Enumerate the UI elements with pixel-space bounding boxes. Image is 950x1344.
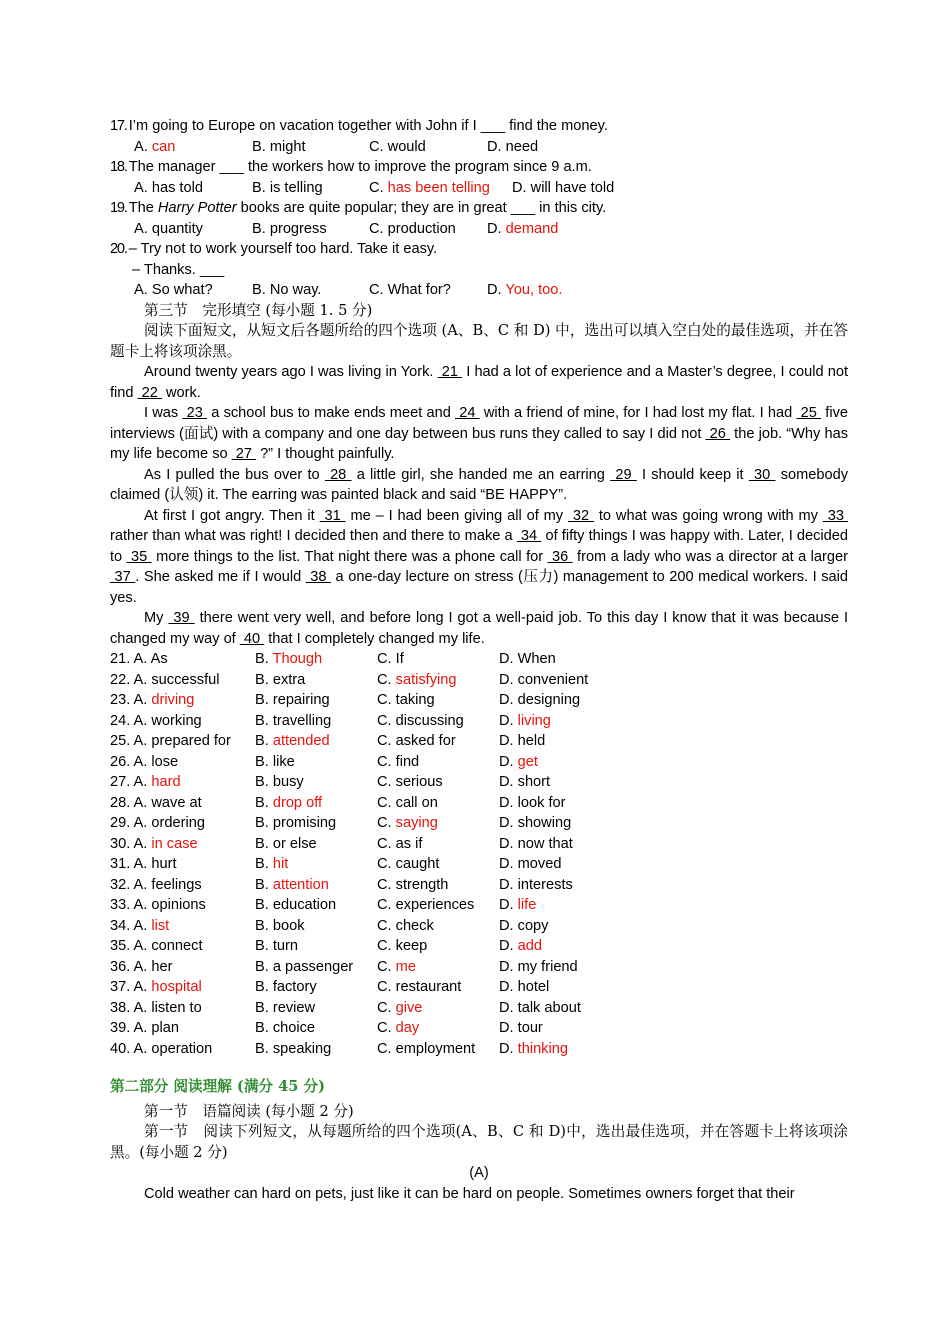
cloze-row xyxy=(110,670,848,691)
cloze-blank: 33 xyxy=(822,507,849,524)
exam-page xyxy=(110,116,848,1204)
cloze-option-b: B. travelling xyxy=(255,712,332,729)
cloze-blank: 28 xyxy=(324,466,352,483)
cloze-option-a: 28. A. wave at xyxy=(110,794,202,811)
cloze-option-d: D. interests xyxy=(499,876,573,893)
answer-highlight: hospital xyxy=(151,979,202,995)
cloze-blank: 29 xyxy=(610,466,637,483)
part2-subsection: 第一节 语篇阅读 (每小题 2 分) xyxy=(144,1102,354,1120)
cloze-option-a: 26. A. lose xyxy=(110,753,179,770)
cloze-blank: 31 xyxy=(319,507,346,524)
answer-highlight: give xyxy=(395,999,423,1016)
cloze-row xyxy=(110,936,848,957)
cloze-row xyxy=(110,711,848,732)
cloze-row xyxy=(110,731,848,752)
cloze-option-d: D. When xyxy=(499,651,556,667)
cloze-option-a: 38. A. listen to xyxy=(110,999,202,1016)
cloze-blank: 32 xyxy=(568,507,594,524)
cloze-row xyxy=(110,793,848,814)
option-a: A. quantity xyxy=(134,220,203,237)
part2-title: 第二部分 阅读理解 (满分 45 分) xyxy=(110,1078,325,1095)
question-number: 20. xyxy=(110,241,127,257)
cloze-row xyxy=(110,813,848,834)
answer-highlight: driving xyxy=(151,692,195,708)
answer-highlight: satisfying xyxy=(395,671,457,688)
cloze-option-a: 36. A. her xyxy=(110,958,173,975)
cloze-option-a: 21. A. As xyxy=(110,651,168,667)
cloze-option-d: D. short xyxy=(499,774,551,790)
cloze-option-d: D. get xyxy=(499,753,538,770)
cloze-options-list xyxy=(110,649,848,1059)
cloze-option-b: B. a passenger xyxy=(255,958,354,975)
cloze-option-a: 22. A. successful xyxy=(110,671,220,688)
option-b: B. is telling xyxy=(252,179,323,196)
option-b: B. might xyxy=(252,138,306,155)
cloze-option-c: C. saying xyxy=(377,815,438,831)
cloze-row xyxy=(110,690,848,711)
cloze-option-c: C. keep xyxy=(377,938,428,954)
cloze-row xyxy=(110,1018,848,1039)
cloze-option-c: C. as if xyxy=(377,835,423,852)
cloze-option-d: D. tour xyxy=(499,1020,543,1036)
option-b: B. progress xyxy=(252,220,327,237)
option-d: D. will have told xyxy=(512,179,615,196)
cloze-option-c: C. asked for xyxy=(377,733,456,749)
cloze-option-d: D. designing xyxy=(499,692,581,708)
answer-highlight: demand xyxy=(505,220,559,237)
cloze-option-a: 30. A. in case xyxy=(110,835,198,852)
answer-highlight: has been telling xyxy=(387,179,490,196)
passage-paragraph-4: At first I got angry. Then it 31 me – I had been giving all of my 32 to what was going wrong with my 33 rather than what was right! I decided then and there to make a 34 of fifty things I was happy with. Later, I decided to 35 more things to the list. That night there was a phone call for 36 from a lady who was a director at a larger 37 . She asked me if I would 38 a one-day lecture on stress (压力) management to 200 medical workers. I said yes. xyxy=(110,507,849,606)
cloze-option-b: B. review xyxy=(255,999,316,1016)
cloze-blank: 30 xyxy=(748,466,776,483)
cloze-row xyxy=(110,895,848,916)
passage-paragraph-1: Around twenty years ago I was living in York. 21 I had a lot of experience and a Master’s degree, I could not find 22 work. xyxy=(110,364,849,401)
answer-highlight: thinking xyxy=(517,1040,568,1057)
cloze-option-c: C. experiences xyxy=(377,897,475,913)
cloze-blank: 23 xyxy=(182,405,208,421)
cloze-option-b: B. Though xyxy=(255,651,323,667)
cloze-option-c: C. taking xyxy=(377,692,435,708)
cloze-row xyxy=(110,998,848,1019)
passage-paragraph-2: I was 23 a school bus to make ends meet and 24 with a friend of mine, for I had lost my flat. I had 25 five interviews (面试) with a company and one day between bus runs they called to say I did not 26 the job. “Why has my life become so 27 ?” I thought painfully. xyxy=(110,405,849,462)
question-20-reply: – Thanks. ___ xyxy=(132,261,225,278)
section-instruction: 阅读下面短文，从短文后各题所给的四个选项 (A、B、C 和 D) 中，选出可以填入空白处的最佳选项，并在答题卡上将该项涂黑。 xyxy=(110,322,848,360)
cloze-row xyxy=(110,977,848,998)
option-a: A. So what? xyxy=(134,282,213,298)
answer-highlight: can xyxy=(151,138,176,155)
answer-highlight: attention xyxy=(272,876,329,893)
cloze-option-a: 23. A. driving xyxy=(110,692,195,708)
answer-highlight: life xyxy=(517,897,537,913)
cloze-option-a: 39. A. plan xyxy=(110,1020,179,1036)
cloze-row xyxy=(110,834,848,855)
option-c: C. would xyxy=(369,138,426,155)
cloze-option-b: B. busy xyxy=(255,774,304,790)
cloze-option-b: B. promising xyxy=(255,815,337,831)
cloze-option-a: 31. A. hurt xyxy=(110,856,177,872)
answer-highlight: saying xyxy=(395,815,438,831)
cloze-option-d: D. life xyxy=(499,897,537,913)
cloze-blank: 24 xyxy=(455,405,480,421)
cloze-option-d: D. now that xyxy=(499,835,573,852)
answer-highlight: in case xyxy=(151,835,198,852)
cloze-blank: 27 xyxy=(231,446,257,462)
cloze-blank: 37 xyxy=(110,569,136,585)
cloze-option-c: C. serious xyxy=(377,774,443,790)
cloze-option-b: B. book xyxy=(255,917,305,934)
question-number: 19. xyxy=(110,200,127,216)
cloze-option-a: 27. A. hard xyxy=(110,774,181,790)
cloze-option-b: B. repairing xyxy=(255,692,330,708)
question-17 xyxy=(110,116,848,137)
cloze-row xyxy=(110,957,848,978)
cloze-option-b: B. turn xyxy=(255,938,298,954)
cloze-option-c: C. me xyxy=(377,958,416,975)
cloze-option-a: 29. A. ordering xyxy=(110,815,205,831)
cloze-option-b: B. speaking xyxy=(255,1040,332,1057)
book-title: Harry Potter xyxy=(157,200,237,216)
cloze-row xyxy=(110,854,848,875)
cloze-blank: 34 xyxy=(516,528,542,544)
question-18-options xyxy=(110,178,848,199)
cloze-option-c: C. give xyxy=(377,999,423,1016)
option-d: D. need xyxy=(487,138,539,155)
option-a: A. can xyxy=(134,138,176,155)
cloze-option-a: 35. A. connect xyxy=(110,938,203,954)
cloze-row xyxy=(110,875,848,896)
option-d: D. You, too. xyxy=(487,282,563,298)
passage-paragraph-5: My 39 there went very well, and before long I got a well-paid job. To this day I know that it was because I changed my way of 40 that I completely changed my life. xyxy=(110,610,849,647)
question-text: I’m going to Europe on vacation together with John if I ___ find the money. xyxy=(128,118,608,134)
cloze-option-d: D. hotel xyxy=(499,979,550,995)
cloze-option-d: D. convenient xyxy=(499,671,589,688)
cloze-option-d: D. look for xyxy=(499,794,566,811)
cloze-option-a: 40. A. operation xyxy=(110,1040,213,1057)
cloze-option-c: C. employment xyxy=(377,1040,476,1057)
cloze-blank: 25 xyxy=(796,405,822,421)
cloze-option-c: C. restaurant xyxy=(377,979,462,995)
answer-highlight: Though xyxy=(272,651,323,667)
cloze-option-c: C. find xyxy=(377,753,420,770)
option-c: C. production xyxy=(369,220,456,237)
cloze-option-b: B. drop off xyxy=(255,794,323,811)
question-19-options xyxy=(110,219,848,240)
cloze-option-b: B. factory xyxy=(255,979,317,995)
cloze-option-a: 25. A. prepared for xyxy=(110,733,231,749)
cloze-option-b: B. attention xyxy=(255,876,329,893)
cloze-option-d: D. held xyxy=(499,733,546,749)
answer-highlight: hard xyxy=(151,774,181,790)
cloze-option-c: C. day xyxy=(377,1020,420,1036)
cloze-option-d: D. thinking xyxy=(499,1040,568,1057)
question-17-options xyxy=(110,137,848,158)
option-c: C. What for? xyxy=(369,282,451,298)
question-number: 18. xyxy=(110,159,127,175)
answer-highlight: attended xyxy=(272,733,330,749)
cloze-blank: 38 xyxy=(305,569,332,585)
cloze-blank: 40 xyxy=(239,630,265,647)
cloze-blank: 35 xyxy=(126,548,152,565)
cloze-option-c: C. strength xyxy=(377,876,449,893)
option-d: D. demand xyxy=(487,220,559,237)
cloze-row xyxy=(110,1039,848,1060)
question-text: The manager ___ the workers how to improve the program since 9 a.m. xyxy=(128,159,592,175)
cloze-option-c: C. If xyxy=(377,651,404,667)
cloze-option-a: 33. A. opinions xyxy=(110,897,206,913)
cloze-option-b: B. hit xyxy=(255,856,289,872)
part2-instruction: 第一节 阅读下列短文，从每题所给的四个选项(A、B、C 和 D)中，选出最佳选项，并在答题卡上将该项涂黑。(每小题 2 分) xyxy=(110,1123,848,1161)
passage-paragraph-3: As I pulled the bus over to 28 a little girl, she handed me an earring 29 I should keep it 30 somebody claimed (认领) it. The earring was painted black and said “BE HAPPY”. xyxy=(110,466,849,503)
cloze-option-c: C. call on xyxy=(377,794,438,811)
cloze-option-d: D. add xyxy=(499,938,543,954)
option-b: B. No way. xyxy=(252,282,322,298)
cloze-option-b: B. choice xyxy=(255,1020,316,1036)
cloze-option-c: C. check xyxy=(377,917,434,934)
cloze-option-d: D. living xyxy=(499,712,551,729)
option-a: A. has told xyxy=(134,179,203,196)
section-title: 第三节 完形填空 (每小题 1. 5 分) xyxy=(144,301,373,319)
answer-highlight: You, too. xyxy=(505,282,563,298)
cloze-option-a: 37. A. hospital xyxy=(110,979,202,995)
cloze-option-c: C. satisfying xyxy=(377,671,457,688)
cloze-row xyxy=(110,772,848,793)
cloze-row xyxy=(110,916,848,937)
cloze-row xyxy=(110,752,848,773)
cloze-option-a: 24. A. working xyxy=(110,712,202,729)
cloze-option-c: C. caught xyxy=(377,856,440,872)
answer-highlight: list xyxy=(151,917,170,934)
cloze-blank: 39 xyxy=(168,610,195,626)
cloze-option-d: D. copy xyxy=(499,917,549,934)
answer-highlight: add xyxy=(517,938,543,954)
option-c: C. has been telling xyxy=(369,179,490,196)
cloze-option-b: B. or else xyxy=(255,835,317,852)
cloze-option-a: 34. A. list xyxy=(110,917,170,934)
cloze-blank: 36 xyxy=(547,548,573,565)
question-20-options xyxy=(110,280,848,301)
question-18 xyxy=(110,157,848,178)
cloze-row xyxy=(110,649,848,670)
cloze-option-b: B. attended xyxy=(255,733,330,749)
cloze-option-b: B. extra xyxy=(255,671,306,688)
cloze-option-d: D. talk about xyxy=(499,999,581,1016)
question-19: 19. The Harry Potter books are quite popular; they are in great ___ in this city. xyxy=(110,198,848,219)
question-number: 17. xyxy=(110,118,127,134)
answer-highlight: day xyxy=(395,1020,420,1036)
answer-highlight: drop off xyxy=(272,794,323,811)
answer-highlight: me xyxy=(395,958,416,975)
answer-highlight: hit xyxy=(272,856,289,872)
cloze-option-d: D. showing xyxy=(499,815,572,831)
cloze-blank: 26 xyxy=(705,425,731,442)
cloze-option-b: B. education xyxy=(255,897,337,913)
passage-a-start: Cold weather can hard on pets, just like it can be hard on people. Sometimes owners forget that their xyxy=(144,1185,795,1202)
cloze-blank: 22 xyxy=(137,384,162,401)
question-20: 20. – Try not to work yourself too hard. Take it easy. xyxy=(110,239,848,260)
cloze-option-b: B. like xyxy=(255,753,295,770)
cloze-blank: 21 xyxy=(437,364,463,380)
answer-highlight: get xyxy=(517,753,538,770)
cloze-option-d: D. my friend xyxy=(499,958,578,975)
cloze-option-a: 32. A. feelings xyxy=(110,876,202,893)
passage-label: (A) xyxy=(469,1165,489,1181)
cloze-option-c: C. discussing xyxy=(377,712,464,729)
cloze-option-d: D. moved xyxy=(499,856,562,872)
answer-highlight: living xyxy=(517,712,551,729)
